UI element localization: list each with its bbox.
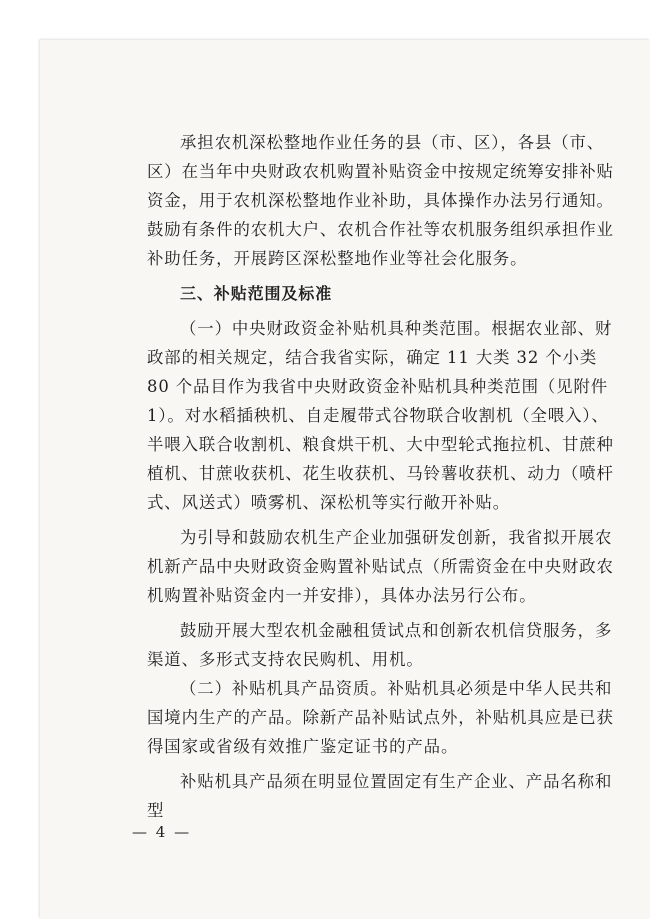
scan-margin-left <box>0 0 40 919</box>
paragraph-5: （二）补贴机具产品资质。补贴机具必须是中华人民共和国境内生产的产品。除新产品补贴试点外，补贴机具应是已获得国家或省级有效推广鉴定证书的产品。 <box>147 679 614 756</box>
paragraph-3: 为引导和鼓励农机生产企业加强研发创新，我省拟开展农机新产品中央财政资金购置补贴试点（所需资金在中央财政农机购置补贴资金内一并安排），具体办法另行公布。 <box>147 528 614 605</box>
page-number: — 4 — <box>132 823 192 841</box>
paragraph-4: 鼓励开展大型农机金融租赁试点和创新农机信贷服务，多渠道、多形式支持农民购机、用机。 <box>147 621 613 669</box>
paragraph-6: 补贴机具产品须在明显位置固定有生产企业、产品名称和型 <box>147 772 613 820</box>
section-heading-3: 三、补贴范围及标准 <box>180 284 333 303</box>
paragraph-1: 承担农机深松整地作业任务的县（市、区），各县（市、区）在当年中央财政农机购置补贴资金中按规定统筹安排补贴资金，用于农机深松整地作业补助，具体操作办法另行通知。鼓励有条件的农机大户、农机合作社等农机服务组织承担作业补助任务，开展跨区深松整地作业等社会化服务。 <box>147 133 614 268</box>
paragraph-2: （一）中央财政资金补贴机具种类范围。根据农业部、财政部的相关规定，结合我省实际，确定 11 大类 32 个小类 80 个品目作为我省中央财政资金补贴机具种类范围（见附件 1）。对水稻插秧机、自走履带式谷物联合收割机（全喂入）、半喂入联合收割机、粮食烘干机、大中型轮式拖拉机、甘蔗种植机、甘蔗收获机、花生收获机、马铃薯收获机、动力（喷杆式、风送式）喷雾机、深松机等实行敞开补贴。 <box>147 319 614 512</box>
scan-margin-top <box>0 0 650 40</box>
document-body <box>147 128 617 825</box>
